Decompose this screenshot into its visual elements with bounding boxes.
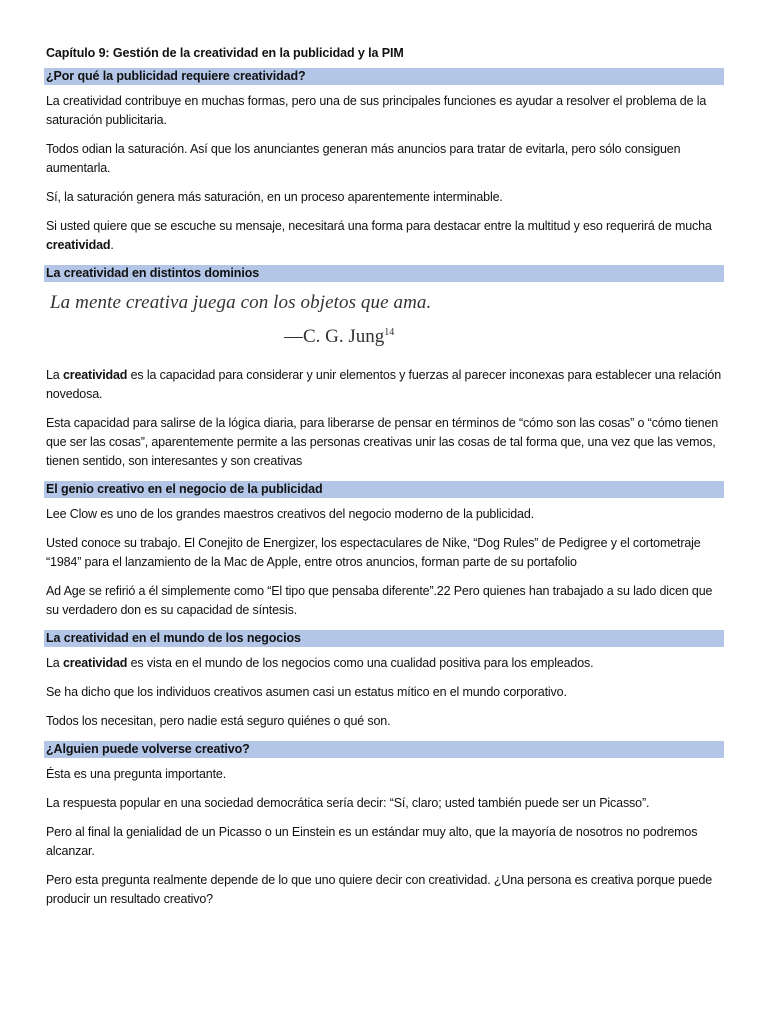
paragraph: Todos los necesitan, pero nadie está seguro quiénes o qué son. — [46, 714, 391, 728]
section-heading: ¿Por qué la publicidad requiere creatividad? — [44, 68, 724, 85]
paragraph: Ésta es una pregunta importante. — [46, 767, 227, 781]
section-heading: La creatividad en el mundo de los negocios — [44, 630, 724, 647]
paragraph — [46, 654, 724, 673]
paragraph: La respuesta popular en una sociedad democrática sería decir: “Sí, claro; usted también puede ser un Picasso”. — [46, 796, 650, 810]
paragraph-text: . — [110, 238, 114, 252]
paragraph: Esta capacidad para salirse de la lógica diaria, para liberarse de pensar en términos de “cómo son las cosas” o “cómo tienen que ser las cosas”, aparentemente permite a las personas creativas unir las cosas de tal forma que, una vez que las vemos, tienen sentido, son interesantes y son creativas — [46, 416, 719, 468]
paragraph: Pero esta pregunta realmente depende de lo que uno quiere decir con creatividad. ¿Una persona es creativa porque puede producir un resultado creativo? — [46, 873, 713, 906]
paragraph-text: La — [46, 656, 63, 670]
paragraph-text: La — [46, 368, 63, 382]
bold-term: creatividad — [46, 238, 111, 252]
chapter-title: Capítulo 9: Gestión de la creatividad en la publicidad y la PIM — [46, 46, 404, 60]
section-heading: El genio creativo en el negocio de la publicidad — [44, 481, 724, 498]
paragraph: Ad Age se refirió a él simplemente como “El tipo que pensaba diferente”.22 Pero quienes han trabajado a su lado dicen que su verdadero don es su capacidad de síntesis. — [46, 584, 713, 617]
paragraph — [46, 366, 724, 404]
section-heading: La creatividad en distintos dominios — [44, 265, 724, 282]
paragraph: Sí, la saturación genera más saturación, en un proceso aparentemente interminable. — [46, 190, 503, 204]
paragraph-text: Si usted quiere que se escuche su mensaje, necesitará una forma para destacar entre la multitud y eso requerirá de mucha — [46, 219, 712, 233]
paragraph: La creatividad contribuye en muchas formas, pero una de sus principales funciones es ayudar a resolver el problema de la saturación publicitaria. — [46, 94, 707, 127]
paragraph: Pero al final la genialidad de un Picasso o un Einstein es un estándar muy alto, que la mayoría de nosotros no podremos alcanzar. — [46, 825, 698, 858]
epigraph-quote: La mente creativa juega con los objetos que ama. — [50, 292, 432, 313]
paragraph: Todos odian la saturación. Así que los anunciantes generan más anuncios para tratar de evitarla, pero sólo consiguen aumentarla. — [46, 142, 681, 175]
paragraph: Lee Clow es uno de los grandes maestros creativos del negocio moderno de la publicidad. — [46, 507, 534, 521]
paragraph — [46, 217, 724, 255]
document-page — [44, 44, 724, 919]
author-name: —C. G. Jung — [284, 326, 385, 347]
paragraph-text: es vista en el mundo de los negocios como una cualidad positiva para los empleados. — [127, 656, 594, 670]
paragraph: Se ha dicho que los individuos creativos asumen casi un estatus mítico en el mundo corporativo. — [46, 685, 567, 699]
paragraph-text: es la capacidad para considerar y unir elementos y fuerzas al parecer inconexas para establecer una relación novedosa. — [46, 368, 722, 401]
epigraph-author — [284, 322, 724, 348]
section-heading: ¿Alguien puede volverse creativo? — [44, 741, 724, 758]
footnote-marker: 14 — [384, 327, 395, 338]
bold-term: creatividad — [62, 368, 128, 382]
bold-term: creatividad — [62, 656, 128, 670]
paragraph: Usted conoce su trabajo. El Conejito de Energizer, los espectaculares de Nike, “Dog Rules” de Pedigree y el cortometraje “1984” para el lanzamiento de la Mac de Apple, entre otros anuncios, forman parte de su portafolio — [46, 536, 701, 569]
